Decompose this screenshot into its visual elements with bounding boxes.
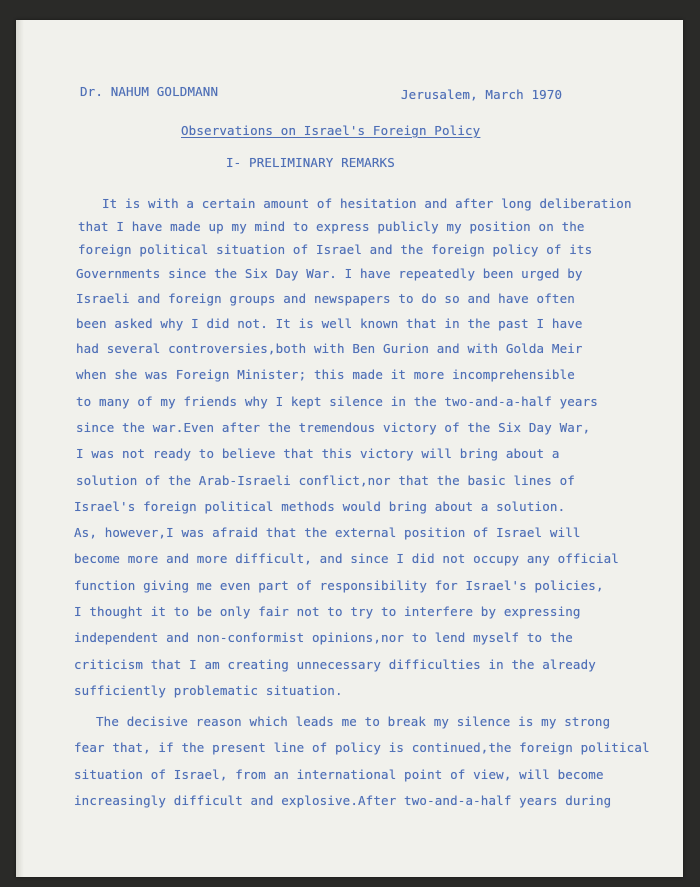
body-line: to many of my friends why I kept silence in the two-and-a-half years <box>76 394 598 409</box>
body-line: situation of Israel, from an international point of view, will become <box>74 767 604 782</box>
body-line: independent and non-conformist opinions,nor to lend myself to the <box>74 630 573 645</box>
body-line: criticism that I am creating unnecessary difficulties in the already <box>74 657 596 672</box>
body-line: The decisive reason which leads me to break my silence is my strong <box>96 714 611 729</box>
body-line: been asked why I did not. It is well known that in the past I have <box>76 316 583 331</box>
document-title: Observations on Israel's Foreign Policy <box>181 123 481 138</box>
body-line: sufficiently problematic situation. <box>74 683 343 698</box>
body-line: increasingly difficult and explosive.After two-and-a-half years during <box>74 793 612 808</box>
body-line: Israel's foreign political methods would bring about a solution. <box>74 499 566 514</box>
body-line: function giving me even part of responsibility for Israel's policies, <box>74 578 604 593</box>
place-date: Jerusalem, March 1970 <box>401 87 563 102</box>
body-line: become more and more difficult, and since I did not occupy any official <box>74 551 619 566</box>
body-line: when she was Foreign Minister; this made it more incomprehensible <box>76 367 575 382</box>
body-line: had several controversies,both with Ben Gurion and with Golda Meir <box>76 341 583 356</box>
body-line: solution of the Arab-Israeli conflict,nor that the basic lines of <box>76 473 575 488</box>
body-line: since the war.Even after the tremendous victory of the Six Day War, <box>76 420 591 435</box>
body-line: It is with a certain amount of hesitation and after long deliberation <box>102 196 632 211</box>
typed-page <box>16 20 683 877</box>
body-text <box>16 20 683 877</box>
body-line: foreign political situation of Israel and the foreign policy of its <box>78 242 593 257</box>
body-line: that I have made up my mind to express publicly my position on the <box>78 219 585 234</box>
author-name: Dr. NAHUM GOLDMANN <box>80 84 219 99</box>
body-line: Israeli and foreign groups and newspapers to do so and have often <box>76 291 575 306</box>
body-line: Governments since the Six Day War. I have repeatedly been urged by <box>76 266 583 281</box>
body-line: As, however,I was afraid that the external position of Israel will <box>74 525 581 540</box>
section-heading: I- PRELIMINARY REMARKS <box>226 155 395 170</box>
body-line: fear that, if the present line of policy is continued,the foreign political <box>74 740 650 755</box>
body-line: I thought it to be only fair not to try to interfere by expressing <box>74 604 581 619</box>
body-line: I was not ready to believe that this victory will bring about a <box>76 446 560 461</box>
